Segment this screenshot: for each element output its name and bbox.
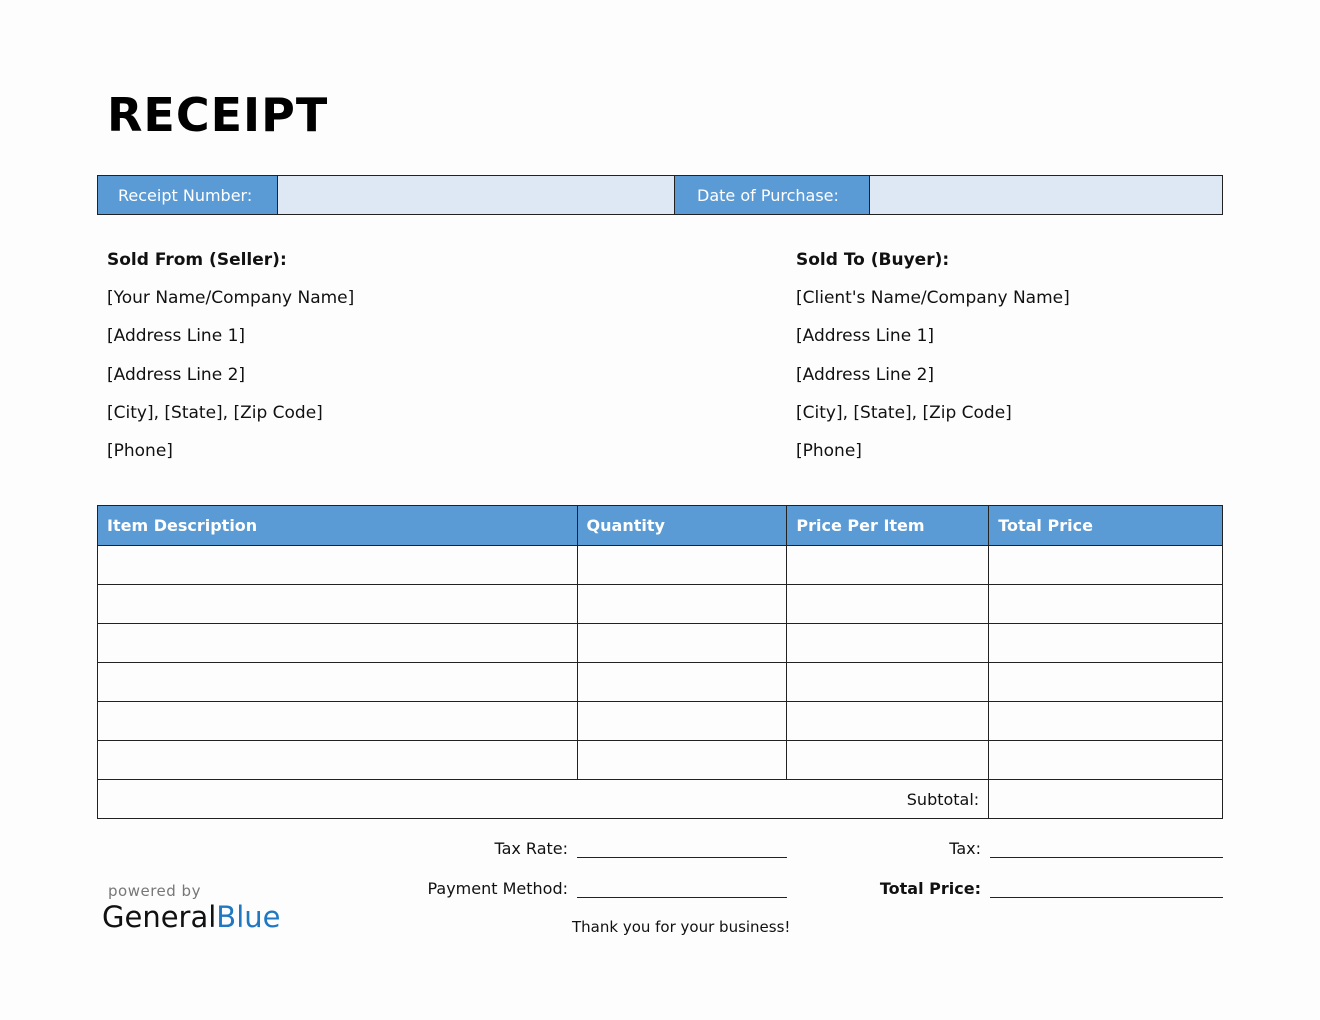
payment-method-row	[380, 878, 787, 898]
buyer-heading: Sold To (Buyer):	[796, 250, 950, 270]
brand-general: General	[102, 900, 217, 934]
payment-method-label: Payment Method:	[427, 879, 568, 898]
tax-field[interactable]	[990, 838, 1223, 858]
total-price-cell[interactable]	[989, 546, 1223, 585]
col-quantity: Quantity	[577, 506, 787, 546]
item-description-cell[interactable]	[98, 702, 578, 741]
thank-you-message: Thank you for your business!	[572, 918, 791, 936]
price-per-item-cell[interactable]	[787, 624, 989, 663]
tax-rate-field[interactable]	[577, 838, 787, 858]
buyer-address-2[interactable]: [Address Line 2]	[796, 364, 935, 385]
quantity-cell[interactable]	[577, 663, 787, 702]
price-per-item-cell[interactable]	[787, 546, 989, 585]
items-header-row	[98, 506, 1223, 546]
price-per-item-cell[interactable]	[787, 663, 989, 702]
date-of-purchase-field[interactable]	[870, 176, 1222, 214]
buyer-block	[796, 250, 1070, 479]
quantity-cell[interactable]	[577, 741, 787, 780]
col-item-description: Item Description	[98, 506, 578, 546]
item-description-cell[interactable]	[98, 546, 578, 585]
seller-block	[107, 250, 354, 479]
seller-heading: Sold From (Seller):	[107, 250, 287, 270]
seller-address-2[interactable]: [Address Line 2]	[107, 364, 246, 385]
total-price-cell[interactable]	[989, 585, 1223, 624]
subtotal-row	[98, 780, 1223, 819]
quantity-cell[interactable]	[577, 585, 787, 624]
buyer-city-state-zip[interactable]: [City], [State], [Zip Code]	[796, 402, 1012, 423]
subtotal-label: Subtotal:	[98, 780, 989, 819]
receipt-number-field[interactable]	[278, 176, 675, 214]
col-total-price: Total Price	[989, 506, 1223, 546]
total-price-cell[interactable]	[989, 741, 1223, 780]
receipt-number-label: Receipt Number:	[98, 176, 278, 214]
price-per-item-cell[interactable]	[787, 702, 989, 741]
table-row	[98, 585, 1223, 624]
powered-by-text: powered by	[108, 882, 201, 900]
total-price-cell[interactable]	[989, 702, 1223, 741]
payment-method-field[interactable]	[577, 878, 787, 898]
table-row	[98, 663, 1223, 702]
seller-phone[interactable]: [Phone]	[107, 441, 173, 462]
total-price-label: Total Price:	[879, 879, 981, 898]
item-description-cell[interactable]	[98, 624, 578, 663]
total-price-field[interactable]	[990, 878, 1223, 898]
tax-row	[800, 838, 1223, 858]
tax-rate-row	[380, 838, 787, 858]
table-row	[98, 702, 1223, 741]
buyer-address-1[interactable]: [Address Line 1]	[796, 326, 935, 347]
subtotal-value[interactable]	[989, 780, 1223, 819]
buyer-phone[interactable]: [Phone]	[796, 441, 862, 462]
quantity-cell[interactable]	[577, 624, 787, 663]
item-description-cell[interactable]	[98, 585, 578, 624]
price-per-item-cell[interactable]	[787, 585, 989, 624]
generalblue-logo	[102, 900, 280, 934]
brand-blue: Blue	[216, 900, 281, 934]
seller-address-1[interactable]: [Address Line 1]	[107, 326, 246, 347]
item-description-cell[interactable]	[98, 663, 578, 702]
total-price-cell[interactable]	[989, 663, 1223, 702]
date-of-purchase-label: Date of Purchase:	[675, 176, 870, 214]
price-per-item-cell[interactable]	[787, 741, 989, 780]
seller-name[interactable]: [Your Name/Company Name]	[107, 288, 355, 308]
receipt-meta-bar	[97, 175, 1223, 215]
table-row	[98, 546, 1223, 585]
total-price-row	[800, 878, 1223, 898]
table-row	[98, 741, 1223, 780]
tax-rate-label: Tax Rate:	[494, 839, 568, 858]
total-price-cell[interactable]	[989, 624, 1223, 663]
items-table	[97, 505, 1223, 819]
quantity-cell[interactable]	[577, 546, 787, 585]
seller-city-state-zip[interactable]: [City], [State], [Zip Code]	[107, 402, 323, 423]
item-description-cell[interactable]	[98, 741, 578, 780]
buyer-name[interactable]: [Client's Name/Company Name]	[796, 288, 1070, 308]
receipt-title: RECEIPT	[107, 88, 329, 142]
table-row	[98, 624, 1223, 663]
tax-label: Tax:	[949, 839, 981, 858]
col-price-per-item: Price Per Item	[787, 506, 989, 546]
quantity-cell[interactable]	[577, 702, 787, 741]
